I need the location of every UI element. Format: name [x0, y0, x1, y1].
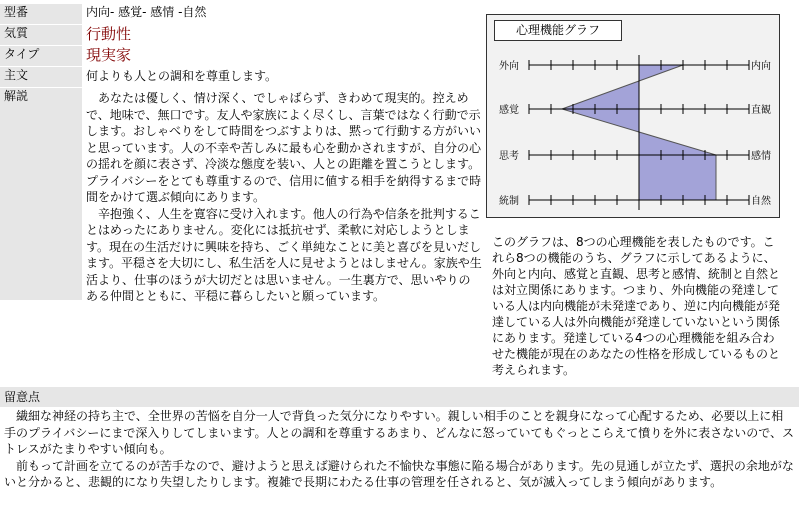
graph-left-label: 思考: [499, 151, 519, 162]
type-label: タイプ: [0, 46, 82, 66]
caution-text: [4, 408, 794, 491]
function-graph: [487, 15, 779, 217]
function-graph-panel: [486, 14, 780, 218]
graph-left-label: 感覚: [499, 105, 519, 116]
caution-paragraph: 繊細な神経の持ち主で、全世界の苦悩を自分一人で背負った気分になりやすい。親しい相手のことを親身になって心配するため、必要以上に相手のプライバシーにまで深入りしてしまいます。人との調和を尊重するあまり、どんなに怒っていてもぐっとこらえて憤りを外に表さないので、ストレスがたまりやすい傾向も。: [4, 409, 794, 456]
graph-left-label: 外向: [499, 61, 519, 72]
type-code-value: 内向- 感覚- 感情 -自然: [86, 5, 207, 19]
graph-left-label: 統制: [499, 196, 519, 207]
graph-title: 心理機能グラフ: [494, 20, 622, 41]
description-paragraph: あなたは優しく、情け深く、でしゃばらず、きわめて現実的。控えめで、地味で、無口です。友人や家族によく尽くし、言葉ではなく行動で示します。おしゃべりをして時間をつぶすよりは、黙って行動する方がいいと思っています。人の不幸や苦しみに最も心を動かされますが、自分の心の揺れを顔に表さず、冷淡な態度を装い、人との距離を置こうとします。プライバシーをとても尊重するので、信用に値する相手を納得するまで時間をかけて選ぶ傾向にあります。: [86, 91, 482, 204]
graph-note: このグラフは、8つの心理機能を表したものです。これら8つの機能のうち、グラフに示してあるように、外向と内向、感覚と直観、思考と感情、統制と自然とは対立関係にあります。つまり、外向機能の発達している人は内向機能が未発達であり、逆に内向機能が発達している人は外向機能が発達していないという関係にあります。発達している4つの心理機能を組み合わせた機能が現在のあなたの性格を形成しているものと考えられます。: [492, 235, 781, 377]
graph-right-label: 内向: [751, 61, 771, 72]
description-text: [86, 90, 482, 305]
main-value: 何よりも人との調和を尊重します。: [86, 69, 278, 83]
graph-right-label: 自然: [751, 196, 771, 207]
description-paragraph: 辛抱強く、人生を寛容に受け入れます。他人の行為や信条を批判することはめったにありません。変化には抵抗せず、柔軟に対応しようとします。現在の生活だけに興味を持ち、ごく単純なことに美と喜びを見いだします。平穏さを大切にし、私生活を人に見せようとはしません。家族や生活より、仕事のほうが大切だとは思いません。一生裏方で、思いやりのある仲間とともに、平穏に暮らしたいと願っています。: [86, 206, 482, 303]
temperament-value: 行動性: [86, 25, 132, 43]
graph-right-label: 直観: [751, 105, 771, 116]
temperament-label: 気質: [0, 25, 82, 45]
description-label: 解説: [0, 88, 82, 300]
caution-label: 留意点: [0, 387, 799, 407]
caution-paragraph: 前もって計画を立てるのが苦手なので、避けようと思えば避けられた不愉快な事態に陥る場合があります。先の見通しが立たず、選択の余地がないと分かると、悲観的になり失望したりします。複雑で長期にわたる仕事の管理を任されると、気が滅入ってしまう傾向があります。: [4, 458, 794, 489]
main-label: 主文: [0, 67, 82, 87]
graph-right-label: 感情: [751, 151, 771, 162]
type-code-label: 型番: [0, 4, 82, 24]
type-value: 現実家: [86, 46, 132, 64]
